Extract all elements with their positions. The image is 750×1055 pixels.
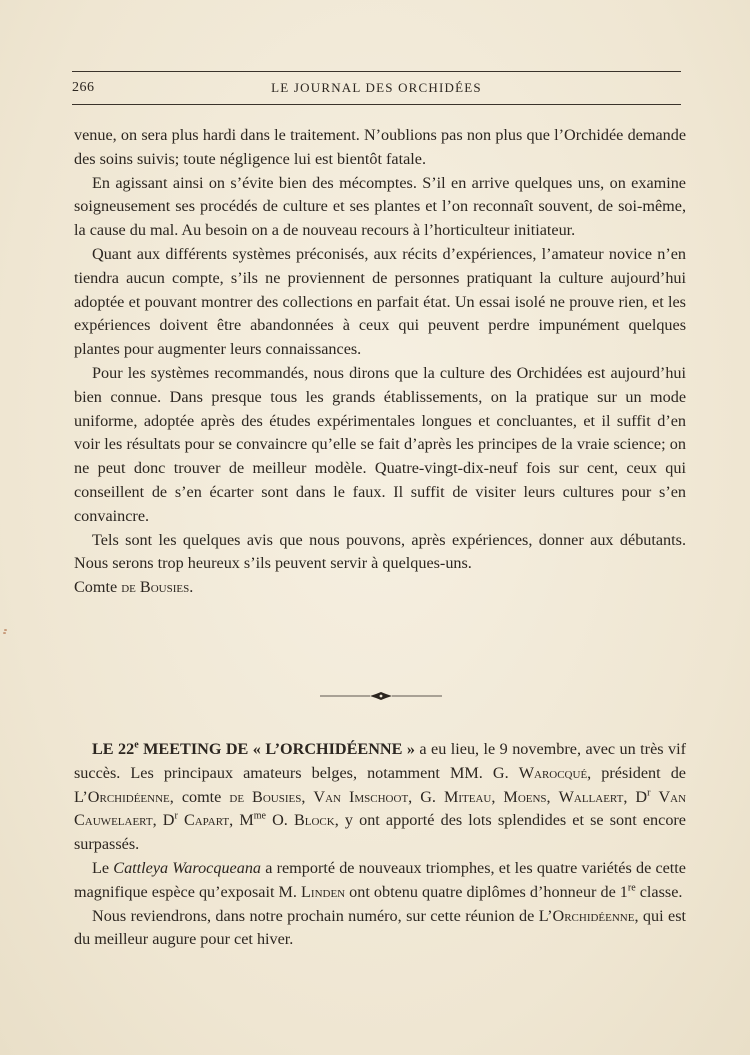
- society-name: L’Orchidéenne: [74, 787, 170, 806]
- meeting-report: [74, 738, 686, 952]
- text-run: , D: [623, 787, 648, 806]
- text-run: ,: [546, 787, 559, 806]
- person-name: Block: [293, 811, 335, 830]
- header-bottom-rule: [72, 104, 681, 105]
- person-name: Van Imschoot: [313, 787, 409, 806]
- text-run: , président de: [587, 763, 686, 782]
- text-run: a eu lieu, le 9 novembre, avec un très vif succès. Les principaux amateurs belges, notamment MM. G.: [74, 740, 686, 782]
- page-number: 266: [72, 80, 95, 95]
- heading-part: MEETING DE «: [138, 740, 266, 758]
- text-run: , comte: [169, 787, 230, 806]
- superscript: r: [647, 787, 651, 799]
- person-name: Wallaert: [558, 787, 624, 806]
- text-run: ,: [301, 787, 314, 806]
- paper-speck: [3, 632, 6, 634]
- paragraph: [74, 857, 686, 905]
- text-run: O.: [265, 811, 294, 830]
- text-run: Le: [92, 858, 114, 877]
- paragraph: Quant aux différents systèmes préconisés, aux récits d’expériences, l’amateur novice n’en tiendra aucun compte, s’ils ne proviennent de personnes pratiquant la culture aujourd’hui adoptée et pouvant montrer des collections en parfait état. Un essai isolé ne prouve rien, et les expériences doivent être abandonnées à ceux qui peuvent perdre impunément quelques plantes pour augmenter leurs connaissances.: [74, 244, 686, 359]
- person-name: de Bousies: [229, 787, 302, 806]
- superscript: r: [174, 811, 178, 822]
- header-top-rule: [72, 71, 681, 72]
- running-head: [72, 80, 681, 100]
- author-signature: [74, 576, 686, 600]
- section-divider-ornament: [320, 689, 442, 703]
- text-run: , D: [152, 811, 175, 830]
- paper-speck: [4, 629, 7, 631]
- paragraph: [74, 905, 686, 953]
- signature-name: de Bousies.: [121, 578, 194, 597]
- person-name: Moens: [503, 787, 547, 806]
- paragraph: Tels sont les quelques avis que nous pouvons, après expériences, donner aux débutants. Nous serons trop heureux s’ils peuvent servir à quelques-uns.: [74, 530, 686, 573]
- article-continuation: [74, 124, 686, 600]
- superscript: me: [253, 811, 266, 822]
- superscript: e: [134, 739, 139, 751]
- text-run: , M: [229, 811, 254, 830]
- person-name: Linden: [301, 882, 346, 901]
- text-run: , qui est du meilleur augure pour cet hiver.: [74, 906, 686, 949]
- person-name: Van Cauwelaert: [74, 787, 687, 830]
- text-run: a remporté de nouveaux triomphes, et les quatre variétés de cette magnifique espèce qu’exposait M.: [74, 858, 686, 901]
- paragraph: [74, 738, 686, 857]
- text-run: ,: [491, 787, 504, 806]
- journal-title: LE JOURNAL DES ORCHIDÉES: [271, 80, 482, 95]
- society-name: L’Orchidéenne: [538, 906, 635, 925]
- text-run: ont obtenu quatre diplômes d’honneur de 1: [345, 882, 628, 901]
- paragraph: Pour les systèmes recommandés, nous dirons que la culture des Orchidées est aujourd’hui bien connue. Dans presque tous les grands établissements, on la pratique sur un mode uniforme, adoptée après des études expérimentales longues et concluantes, et il suffit d’en voir les résultats pour se convaincre qu’elle se fait d’après les principes de la vraie science; on ne peut donc trouver de meilleur modèle. Quatre-vingt-dix-neuf fois sur cent, ceux qui conseillent de s’en écarter sont dans le faux. Il suffit de visiter leurs cultures pour s’en convaincre.: [74, 363, 686, 525]
- heading-part: »: [402, 740, 415, 758]
- signature-title: Comte: [74, 578, 118, 597]
- person-name: Miteau: [443, 787, 492, 806]
- heading-society-name: L’ORCHIDÉENNE: [265, 740, 403, 758]
- superscript: re: [627, 882, 636, 894]
- person-name: Warocqué: [518, 763, 588, 782]
- person-name: Capart: [183, 811, 230, 830]
- text-run: , y ont apporté des lots splendides et se sont encore surpassés.: [74, 811, 686, 854]
- species-name: Cattleya Warocqueana: [113, 858, 262, 877]
- text-run: Nous reviendrons, dans notre prochain numéro, sur cette réunion de: [92, 906, 539, 925]
- heading-part: LE 22: [92, 740, 135, 758]
- text-run: , G.: [408, 787, 444, 806]
- paragraph: En agissant ainsi on s’évite bien des mécomptes. S’il en arrive quelques uns, on examine soigneusement ses procédés de culture et ses plantes et l’on reconnaît souvent, de soi-même, la cause du mal. Au besoin on a de nouveau recours à l’horticulteur initiateur.: [74, 173, 686, 240]
- meeting-heading: [92, 740, 415, 758]
- paragraph: venue, on sera plus hardi dans le traitement. N’oublions pas non plus que l’Orchidée demande des soins suivis; toute négligence lui est bientôt fatale.: [74, 126, 686, 168]
- text-run: classe.: [635, 882, 683, 901]
